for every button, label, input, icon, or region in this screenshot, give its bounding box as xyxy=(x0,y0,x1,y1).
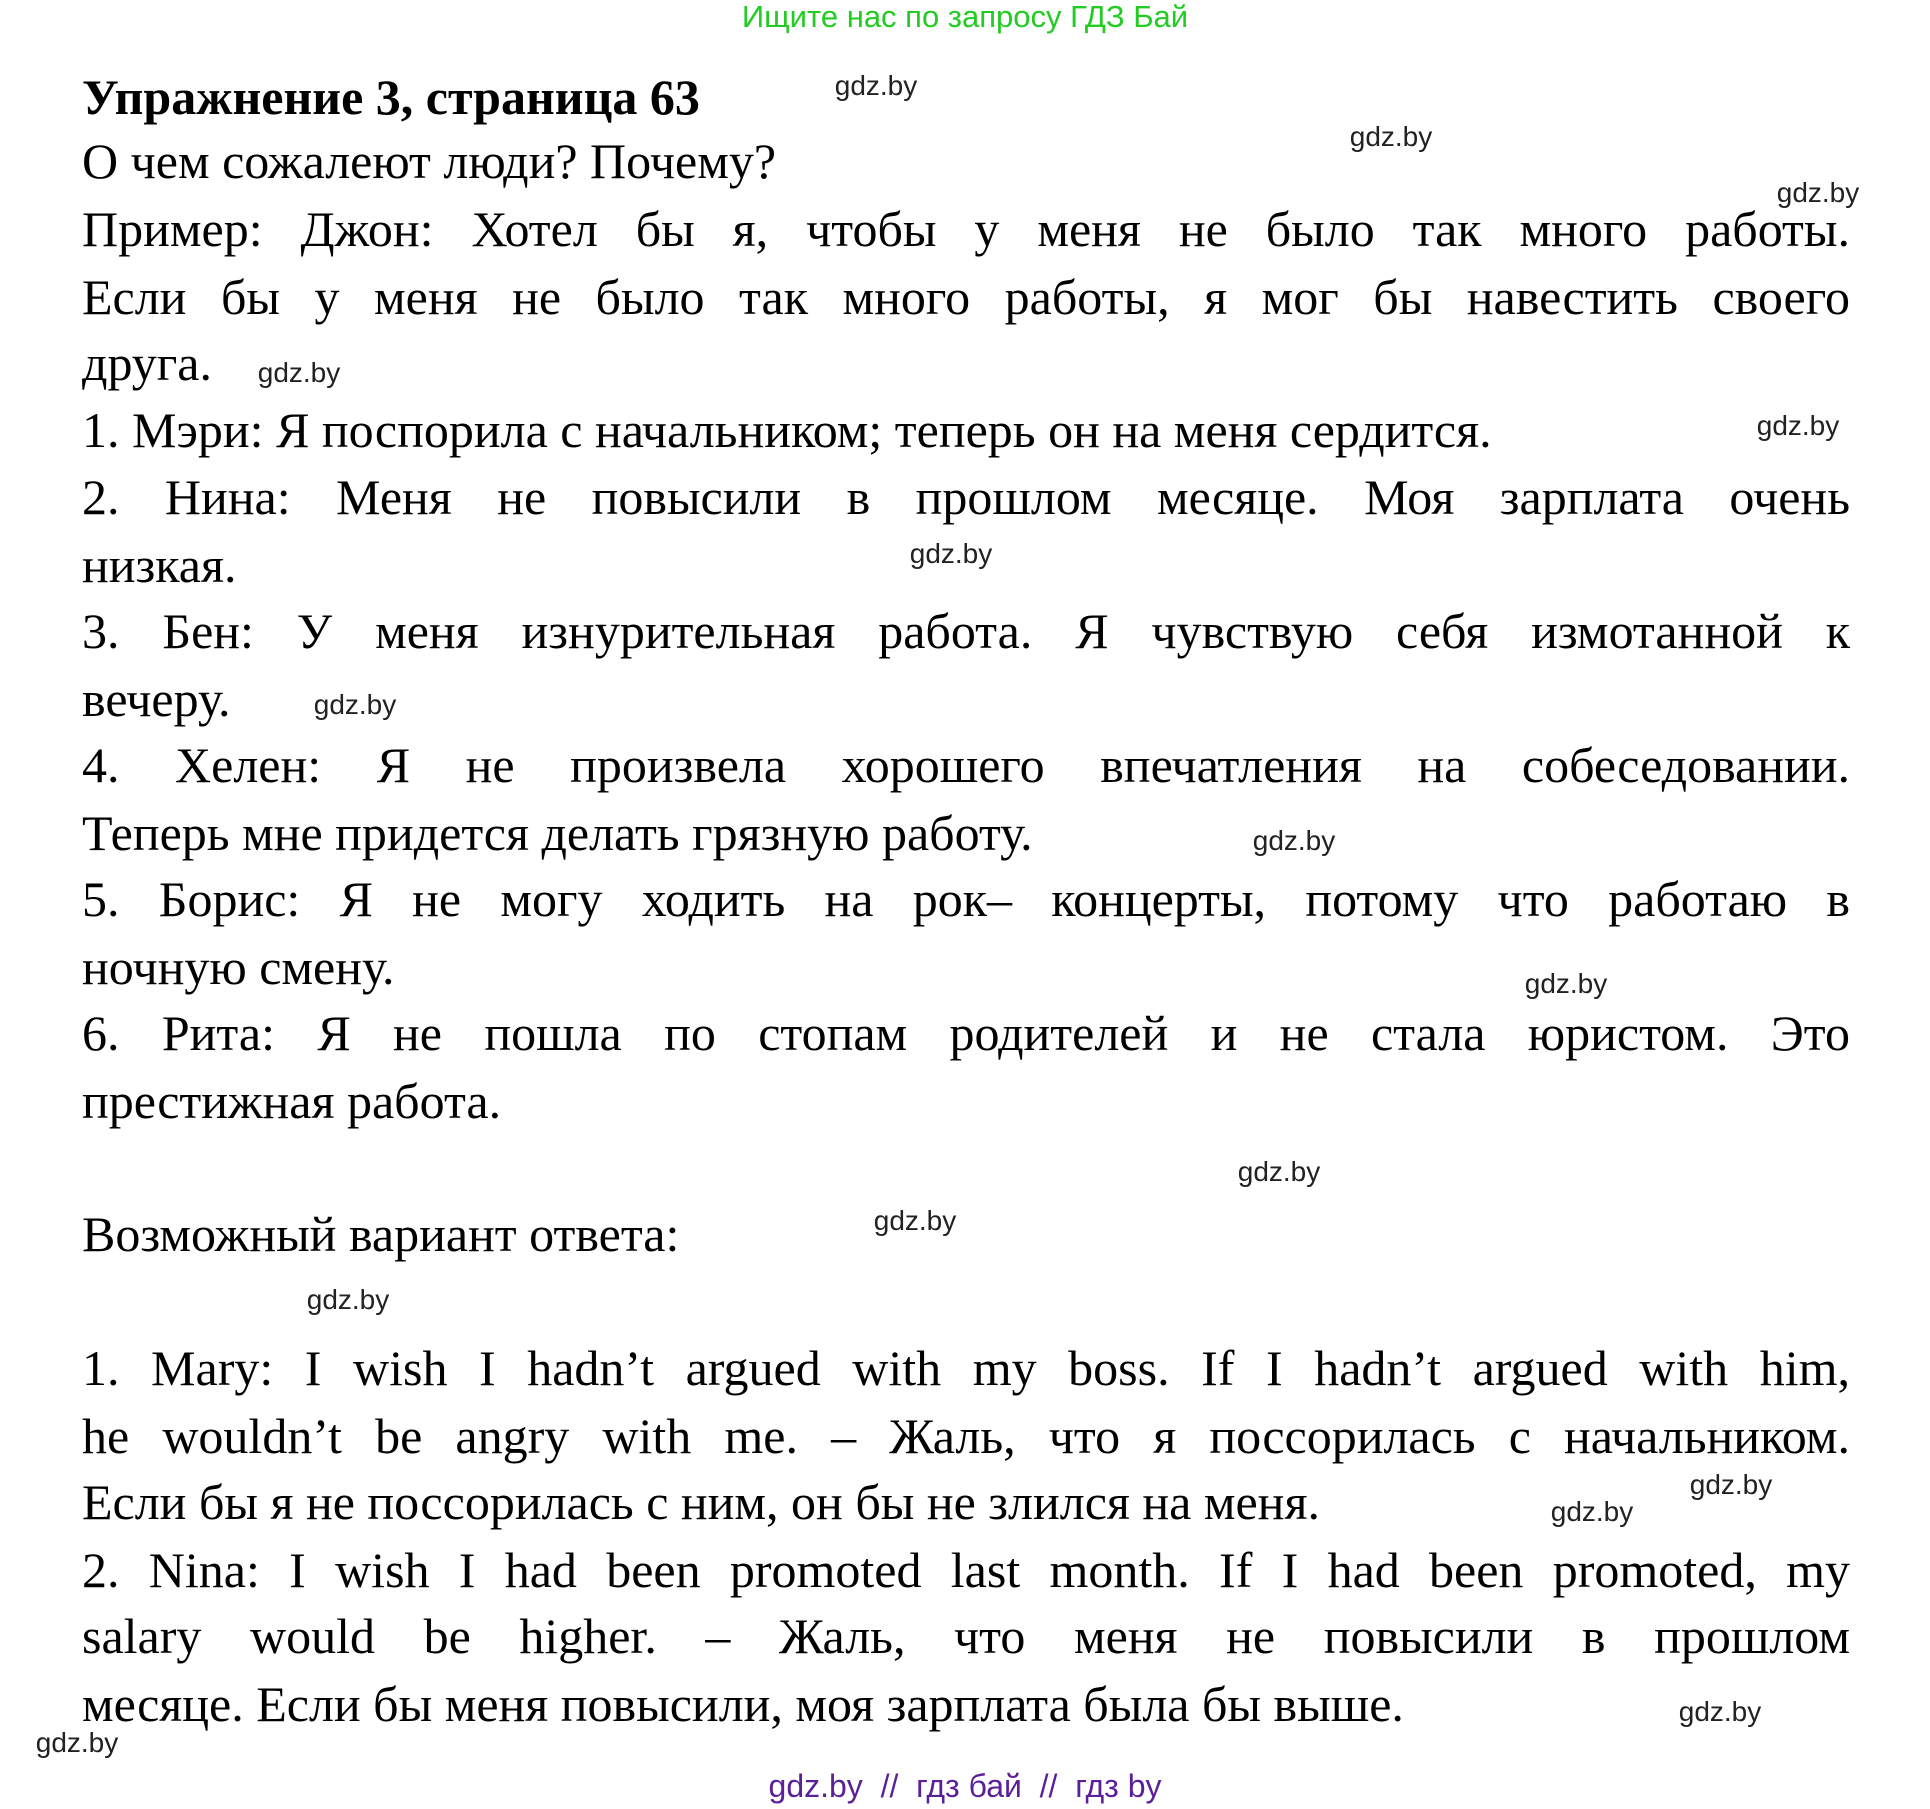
text-line: 4. Хелен: Я не произвела хорошего впечатления на собеседовании. xyxy=(82,737,1850,793)
answer-heading: Возможный вариант ответа: xyxy=(82,1206,680,1262)
watermark: gdz.by xyxy=(35,1727,119,1758)
text-line: Пример: Джон: Хотел бы я, чтобы у меня не было так много работы. xyxy=(82,201,1850,257)
footer-links: gdz.by // гдз бай // гдз by xyxy=(768,1768,1162,1804)
watermark: gdz.by xyxy=(1349,121,1433,152)
text-line: 3. Бен: У меня изнурительная работа. Я чувствую себя измотанной к xyxy=(82,603,1850,659)
text-line: ночную смену. xyxy=(82,939,395,995)
watermark: gdz.by xyxy=(1689,1469,1773,1500)
question: О чем сожалеют люди? Почему? xyxy=(82,133,777,189)
watermark: gdz.by xyxy=(873,1205,957,1236)
exercise-title: Упражнение 3, страница 63 xyxy=(82,69,700,125)
answer-line: месяце. Если бы меня повысили, моя зарплата была бы выше. xyxy=(82,1676,1404,1732)
watermark: gdz.by xyxy=(909,538,993,569)
watermark: gdz.by xyxy=(1550,1496,1634,1527)
text-line: 6. Рита: Я не пошла по стопам родителей и не стала юристом. Это xyxy=(82,1005,1850,1061)
text-line: Если бы у меня не было так много работы, я мог бы навестить своего xyxy=(82,269,1850,325)
watermark: gdz.by xyxy=(1524,968,1608,999)
answer-line: Если бы я не поссорилась с ним, он бы не злился на меня. xyxy=(82,1474,1320,1530)
watermark: gdz.by xyxy=(1678,1696,1762,1727)
text-line: низкая. xyxy=(82,537,237,593)
text-line: Теперь мне придется делать грязную работу. xyxy=(82,805,1033,861)
watermark: gdz.by xyxy=(313,689,397,720)
search-banner: Ищите нас по запросу ГДЗ Бай xyxy=(741,0,1189,34)
text-line: престижная работа. xyxy=(82,1073,502,1129)
text-line: 2. Нина: Меня не повысили в прошлом месяце. Моя зарплата очень xyxy=(82,469,1850,525)
watermark: gdz.by xyxy=(1756,410,1840,441)
watermark: gdz.by xyxy=(834,70,918,101)
text-line: друга. xyxy=(82,335,212,391)
text-line: 5. Борис: Я не могу ходить на рок– концерты, потому что работаю в xyxy=(82,871,1850,927)
watermark: gdz.by xyxy=(257,357,341,388)
text-line: вечеру. xyxy=(82,671,231,727)
answer-line: he wouldn’t be angry with me. – Жаль, что я поссорилась с начальником. xyxy=(82,1408,1850,1464)
watermark: gdz.by xyxy=(306,1284,390,1315)
answer-line: 1. Mary: I wish I hadn’t argued with my boss. If I hadn’t argued with him, xyxy=(82,1340,1850,1396)
text-line: 1. Мэри: Я поспорила с начальником; теперь он на меня сердится. xyxy=(82,402,1492,458)
answer-line: 2. Nina: I wish I had been promoted last month. If I had been promoted, my xyxy=(82,1542,1850,1598)
watermark: gdz.by xyxy=(1237,1156,1321,1187)
watermark: gdz.by xyxy=(1252,825,1336,856)
answer-line: salary would be higher. – Жаль, что меня не повысили в прошлом xyxy=(82,1608,1850,1664)
watermark: gdz.by xyxy=(1776,177,1860,208)
